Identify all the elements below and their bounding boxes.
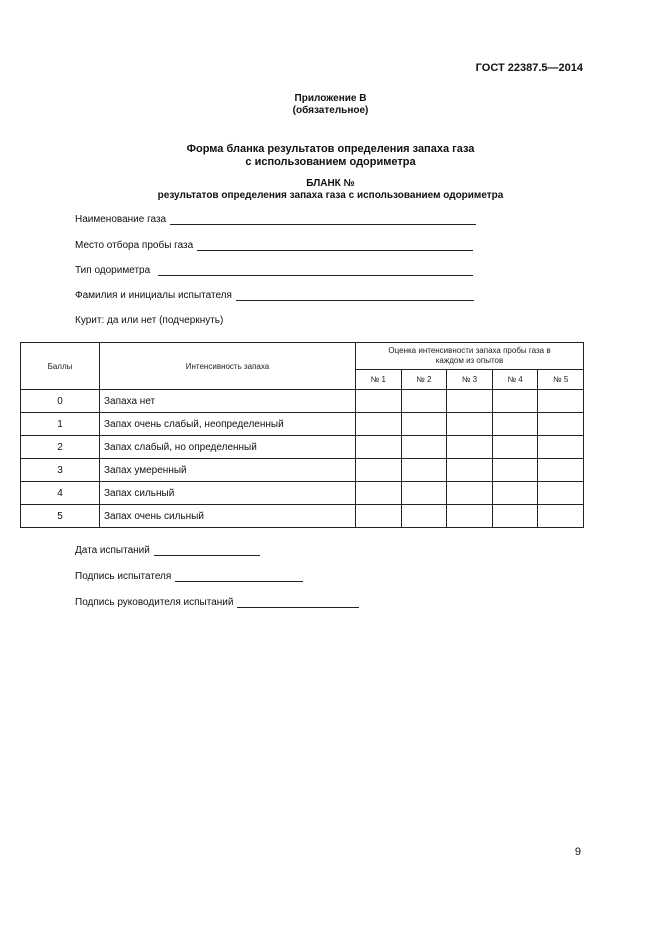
row-score: 4 — [21, 482, 100, 505]
sampling-place-label: Место отбора пробы газа — [75, 240, 194, 251]
trial-cell[interactable] — [538, 482, 584, 505]
row-description: Запах сильный — [100, 482, 356, 505]
annex-title: Приложение В — [294, 93, 367, 104]
trial-cell[interactable] — [447, 482, 493, 505]
tester-signature-line[interactable] — [175, 571, 303, 582]
row-score: 5 — [21, 505, 100, 528]
trial-cell[interactable] — [356, 459, 402, 482]
table-row — [21, 482, 584, 505]
trial-cell[interactable] — [447, 390, 493, 413]
row-description: Запах очень сильный — [100, 505, 356, 528]
trial-cell[interactable] — [401, 505, 447, 528]
trial-cell[interactable] — [538, 459, 584, 482]
trial-cell[interactable] — [401, 390, 447, 413]
odorimeter-type-line[interactable] — [158, 265, 473, 276]
form-title-line1: Форма бланка результатов определения запаха газа — [186, 143, 475, 155]
smokes-field — [75, 315, 223, 326]
gas-name-line[interactable] — [170, 214, 476, 225]
trial-3-header: № 3 — [447, 370, 493, 390]
trial-cell[interactable] — [447, 459, 493, 482]
row-description: Запах умеренный — [100, 459, 356, 482]
table-header-row — [21, 343, 584, 370]
tester-name-field — [75, 290, 474, 301]
sampling-place-field — [75, 240, 473, 251]
trial-cell[interactable] — [401, 436, 447, 459]
trial-cell[interactable] — [401, 459, 447, 482]
trial-5-header: № 5 — [538, 370, 584, 390]
head-signature-field — [75, 597, 359, 608]
tester-signature-label: Подпись испытателя — [75, 571, 172, 582]
test-date-label: Дата испытаний — [75, 545, 150, 556]
results-table — [20, 342, 584, 528]
row-description: Запах слабый, но определенный — [100, 436, 356, 459]
trial-2-header: № 2 — [401, 370, 447, 390]
row-description: Запаха нет — [100, 390, 356, 413]
test-date-line[interactable] — [154, 545, 260, 556]
trial-cell[interactable] — [356, 482, 402, 505]
page-number: 9 — [574, 846, 581, 858]
trial-cell[interactable] — [492, 505, 538, 528]
table-row — [21, 413, 584, 436]
blank-subtitle: результатов определения запаха газа с использованием одориметра — [157, 190, 504, 201]
annex-note: (обязательное) — [292, 105, 369, 116]
col-score-header: Баллы — [21, 343, 100, 390]
trial-cell[interactable] — [447, 436, 493, 459]
trial-cell[interactable] — [356, 436, 402, 459]
form-title-line2: с использованием одориметра — [245, 156, 416, 168]
tester-signature-field — [75, 571, 303, 582]
trial-cell[interactable] — [538, 505, 584, 528]
trial-cell[interactable] — [447, 505, 493, 528]
trial-cell[interactable] — [356, 390, 402, 413]
trial-cell[interactable] — [492, 482, 538, 505]
table-row — [21, 505, 584, 528]
standard-number: ГОСТ 22387.5—2014 — [475, 62, 583, 74]
col-evaluation-header — [356, 343, 584, 370]
sampling-place-line[interactable] — [197, 240, 473, 251]
tester-name-line[interactable] — [236, 290, 474, 301]
head-signature-label: Подпись руководителя испытаний — [75, 597, 234, 608]
head-signature-line[interactable] — [237, 597, 359, 608]
row-score: 1 — [21, 413, 100, 436]
gas-name-field — [75, 214, 476, 225]
test-date-field — [75, 545, 260, 556]
trial-cell[interactable] — [538, 390, 584, 413]
gas-name-label: Наименование газа — [75, 214, 167, 225]
trial-cell[interactable] — [492, 390, 538, 413]
trial-cell[interactable] — [538, 436, 584, 459]
trial-4-header: № 4 — [492, 370, 538, 390]
trial-cell[interactable] — [401, 482, 447, 505]
trial-cell[interactable] — [356, 413, 402, 436]
table-row — [21, 436, 584, 459]
row-score: 3 — [21, 459, 100, 482]
table-row — [21, 390, 584, 413]
smokes-label[interactable]: Курит: да или нет (подчеркнуть) — [75, 315, 224, 326]
col-evaluation-text: Оценка интенсивности запаха пробы газа в каждом из опытов — [388, 346, 551, 365]
trial-cell[interactable] — [401, 413, 447, 436]
table-row — [21, 459, 584, 482]
row-description: Запах очень слабый, неопределенный — [100, 413, 356, 436]
odorimeter-type-label: Тип одориметра — [75, 265, 151, 276]
col-intensity-header: Интенсивность запаха — [100, 343, 356, 390]
tester-name-label: Фамилия и инициалы испытателя — [75, 290, 232, 301]
trial-1-header: № 1 — [356, 370, 402, 390]
row-score: 0 — [21, 390, 100, 413]
trial-cell[interactable] — [538, 413, 584, 436]
blank-title: БЛАНК № — [306, 178, 355, 189]
trial-cell[interactable] — [492, 413, 538, 436]
trial-cell[interactable] — [447, 413, 493, 436]
trial-cell[interactable] — [492, 459, 538, 482]
row-score: 2 — [21, 436, 100, 459]
odorimeter-type-field — [75, 265, 473, 276]
trial-cell[interactable] — [492, 436, 538, 459]
trial-cell[interactable] — [356, 505, 402, 528]
